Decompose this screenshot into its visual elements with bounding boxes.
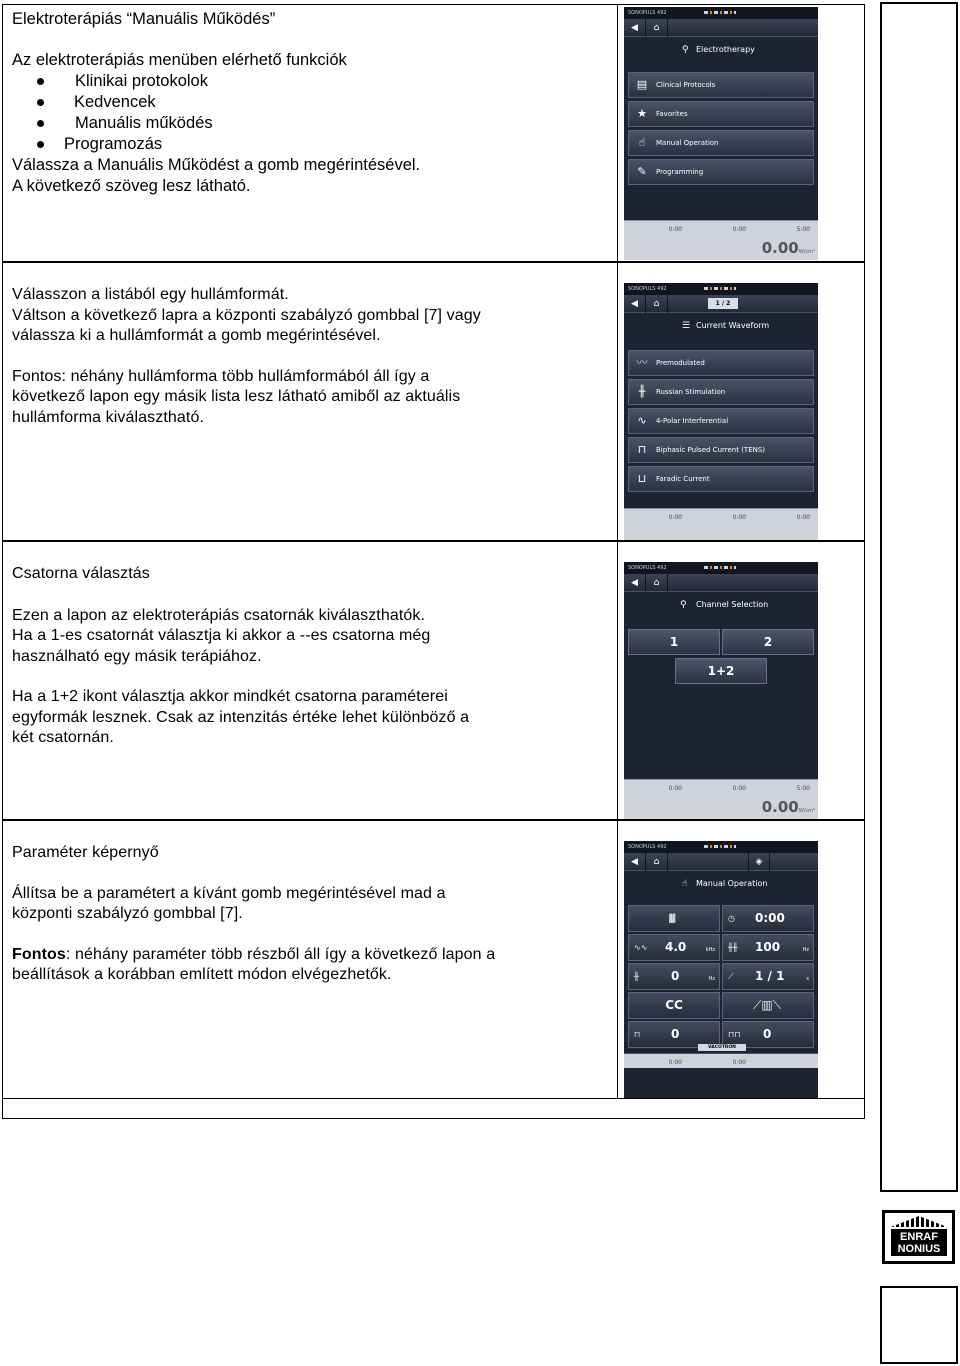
biphasic-pulse-icon: ⊓ (637, 443, 647, 456)
note-line (12, 367, 612, 388)
vacotron-label: VACOTRON (698, 1044, 746, 1051)
electrode-icon: ⚲ (680, 600, 687, 610)
device-toolbar (624, 295, 818, 313)
notepad-icon: ✎ (637, 165, 647, 178)
section-text (12, 564, 612, 749)
channel-1-timer: 0:00 (668, 226, 682, 233)
function-list (34, 71, 612, 155)
device-brand: SONOPULS 492 (624, 7, 818, 19)
section-text (12, 843, 612, 986)
intensity-readout: 0.00W/cm² (761, 798, 815, 816)
home-icon[interactable]: ⌂ (646, 295, 668, 313)
pulse-train-icon: ╫ (638, 385, 646, 398)
list-item: Programozás (34, 134, 612, 155)
device-brand: SONOPULS 492 (624, 283, 818, 295)
device-brand: SONOPULS 492 (624, 841, 818, 853)
channel-1-button[interactable]: 1 (628, 629, 720, 655)
section-parameter-screen (2, 820, 865, 1119)
note-text: : néhány paraméter több részből áll így a következő lapon a (65, 945, 496, 963)
paragraph-line: központi szabályzó gombbal [7]. (12, 905, 243, 922)
instruction-line: A következő szöveg lesz látható. (12, 177, 251, 195)
hand-pointer-icon: ☝ (638, 136, 646, 149)
ramp-time-button[interactable]: ⟋ 1 / 1 s (722, 963, 814, 990)
intro-text: Az elektroterápiás menüben elérhető funkciók (12, 51, 347, 69)
channel-2-timer: 0:00 (732, 1059, 746, 1066)
cc-cv-button[interactable]: CC (628, 992, 720, 1019)
section-text (12, 285, 612, 428)
surge-mode-button[interactable] (722, 992, 814, 1019)
device-screen-parameters (624, 841, 818, 1098)
corner-box-bottom (880, 1286, 958, 1364)
diamond-icon[interactable]: ◈ (748, 853, 770, 871)
faradic-pulse-icon: ⊔ (637, 472, 647, 485)
instruction-line: Válassza a Manuális Működést a gomb megérintésével. (12, 156, 421, 174)
list-item: Kedvencek (34, 92, 612, 113)
screen-title: ☰ Current Waveform (624, 313, 818, 339)
paragraph-line: Ha a 1+2 ikont választja akkor mindkét csatorna paraméterei (12, 688, 448, 705)
paragraph-line: Váltson a következő lapra a központi szabályzó gombbal [7] vagy (12, 306, 481, 324)
back-icon[interactable]: ◀ (624, 853, 646, 871)
paragraph-line: Válasszon a listából egy hullámformát. (12, 286, 289, 303)
channel-1-timer: 0:00 (668, 785, 682, 792)
logo-text: ENRAF NONIUS (891, 1229, 947, 1256)
enraf-nonius-logo (882, 1210, 955, 1264)
column-divider (617, 542, 618, 819)
hand-pointer-icon: ☝ (682, 879, 688, 889)
back-icon[interactable]: ◀ (624, 295, 646, 313)
section-title: Elektroterápiás “Manuális Működés” (12, 10, 276, 28)
pulse-train-icon: ╫╫ (728, 943, 738, 952)
channel-1-timer: 0:00 (668, 514, 682, 521)
list-item: Manuális működés (34, 113, 612, 134)
channel-2-button[interactable]: 2 (722, 629, 814, 655)
channel-2-timer: 0:00 (732, 226, 746, 233)
paragraph-line: Állítsa be a paramétert a kívánt gomb megérintésével mad a (12, 884, 446, 902)
menu-item-clinical-protocols[interactable]: ▤ Clinical Protocols (628, 72, 814, 98)
waveform-biphasic-tens[interactable]: ⊓ Biphasic Pulsed Current (TENS) (628, 437, 814, 463)
waveform-premodulated[interactable]: 〰 Premodulated (628, 350, 814, 376)
screen-title: ⚲ Channel Selection (624, 592, 818, 618)
intensity-readout: 0.00W/cm² (761, 239, 815, 257)
waveform-russian-stimulation[interactable]: ╫ Russian Stimulation (628, 379, 814, 405)
waveform-icon: 〰 (636, 356, 648, 369)
channel-2-timer: 0:00 (732, 785, 746, 792)
paragraph-line: hullámforma kiválasztható. (12, 408, 205, 426)
channel-2-timer: 0:00 (732, 514, 746, 521)
device-toolbar (624, 853, 818, 871)
page-indicator: 1 / 2 (708, 298, 738, 309)
vacotron-left-button[interactable]: ⊓ 0 (628, 1021, 720, 1048)
paragraph-line: Ha a 1-es csatornát választja ki akkor a --es csatorna még (12, 627, 431, 644)
screen-title: ⚲ Electrotherapy (624, 37, 818, 63)
waveform-4-polar-interferential[interactable]: ∿ 4-Polar Interferential (628, 408, 814, 434)
paragraph-line: válassza ki a hullámformát a gomb megérintésével. (12, 327, 381, 344)
section-title: Paraméter képernyő (12, 844, 159, 861)
list-icon: ☰ (682, 321, 691, 331)
interferential-icon: ∿ (637, 414, 647, 427)
column-divider (617, 263, 618, 540)
status-bar (624, 508, 818, 540)
double-pulse-icon: ⊓⊓ (728, 1030, 741, 1039)
ultrasound-timer: 5:00 (796, 785, 810, 792)
row-divider (3, 1098, 864, 1099)
note-label: Fontos (12, 367, 62, 385)
device-screen-waveform (624, 283, 818, 540)
device-toolbar (624, 19, 818, 37)
device-screen-channel-selection (624, 562, 818, 819)
menu-item-favorites[interactable]: ★ Favorites (628, 101, 814, 127)
clock-icon: ◷ (728, 914, 735, 923)
spectrum-button[interactable]: ╫ 0 Hz (628, 963, 720, 990)
list-item: Klinikai protokolok (34, 71, 612, 92)
paragraph-line: használható egy másik terápiához. (12, 647, 262, 665)
column-divider (617, 5, 618, 261)
screen-title: ☝ Manual Operation (624, 871, 818, 897)
section-channel-selection (2, 541, 865, 820)
device-brand: SONOPULS 492 (624, 562, 818, 574)
surge-icon: ⟋▥⟍ (753, 998, 782, 1012)
waveform-preview-button[interactable] (628, 905, 720, 932)
star-icon: ★ (637, 107, 647, 120)
status-bar (624, 220, 818, 260)
device-screen-electrotherapy (624, 7, 818, 260)
carrier-frequency-button[interactable]: ∿∿ 4.0 kHz (628, 934, 720, 961)
menu-item-manual-operation[interactable]: ☝ Manual Operation (628, 130, 814, 156)
square-pulse-icon: ⊓ (634, 1030, 641, 1039)
menu-item-programming[interactable]: ✎ Programming (628, 159, 814, 185)
section-text (12, 9, 612, 197)
section-waveform (2, 262, 865, 541)
waveform-icon: ▓ (669, 914, 676, 923)
note-text: : néhány hullámforma több hullámformából áll így a (61, 367, 430, 385)
paragraph-line: két csatornán. (12, 729, 114, 746)
ultrasound-timer: 5:00 (796, 226, 810, 233)
channel-1-plus-2-button[interactable]: 1+2 (675, 658, 767, 684)
section-title: Csatorna választás (12, 565, 150, 582)
frequency-icon: ∿∿ (634, 943, 648, 952)
device-toolbar (624, 574, 818, 592)
corner-box-top (880, 2, 958, 1192)
paragraph-line: beállítások a korábban említett módon elvégezhetők. (12, 966, 392, 983)
status-bar (624, 1053, 818, 1098)
back-icon[interactable]: ◀ (624, 574, 646, 592)
pulse-frequency-button[interactable]: ╫╫ 100 Hz (722, 934, 814, 961)
ramp-icon: ⟋ (728, 972, 734, 981)
spectrum-icon: ╫ (634, 972, 639, 981)
protocol-book-icon: ▤ (636, 78, 648, 91)
paragraph-line: Ezen a lapon az elektroterápiás csatornák kiválaszthatók. (12, 606, 426, 624)
logo-roof-icon (891, 1216, 947, 1227)
home-icon[interactable]: ⌂ (646, 574, 668, 592)
paragraph-line: egyformák lesznek. Csak az intenzitás értéke lehet különböző a (12, 708, 470, 726)
status-bar (624, 779, 818, 819)
waveform-faradic-current[interactable]: ⊔ Faradic Current (628, 466, 814, 492)
paragraph-line: következő lapon egy másik lista lesz látható amiből az aktuális (12, 388, 461, 405)
vacotron-right-button[interactable]: ⊓⊓ 0 (722, 1021, 814, 1048)
back-icon[interactable]: ◀ (624, 19, 646, 37)
electrode-icon: ⚲ (682, 45, 689, 55)
home-icon[interactable]: ⌂ (646, 853, 668, 871)
channel-3-timer: 0:00 (796, 514, 810, 521)
channel-1-timer: 0:00 (668, 1059, 682, 1066)
note-label: Fontos (12, 945, 66, 963)
home-icon[interactable]: ⌂ (646, 19, 668, 37)
column-divider (617, 821, 618, 1099)
timer-button[interactable]: ◷ 0:00 (722, 905, 814, 932)
note-line (12, 945, 612, 966)
section-electrotherapy (2, 4, 865, 262)
